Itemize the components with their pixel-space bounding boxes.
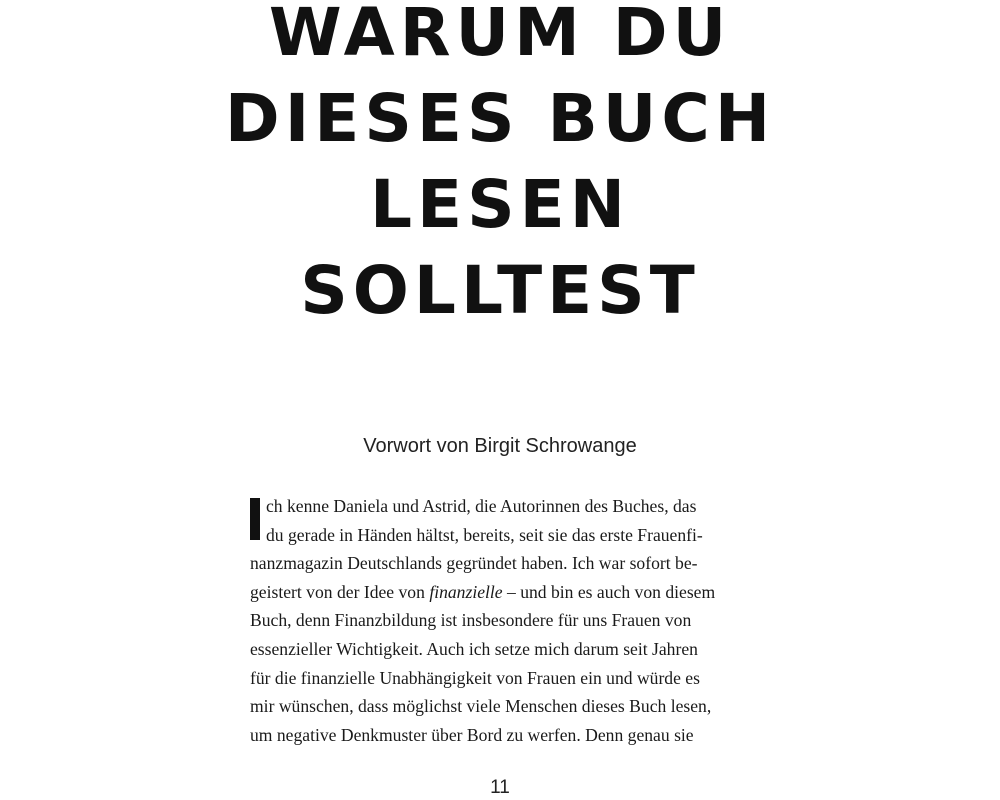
body-line-2: du gerade in Händen hältst, bereits, seit sie das erste Frauenfi- — [266, 524, 703, 545]
body-line-9: um negative Denkmuster über Bord zu werfen. Denn genau sie — [250, 724, 694, 745]
chapter-title-line-4: SOLLTEST — [300, 252, 700, 329]
page-number: 11 — [490, 777, 510, 798]
body-line-4-emphasis: finanzielle — [429, 581, 503, 602]
body-line-8: mir wünschen, dass möglichst viele Menschen dieses Buch lesen, — [250, 696, 712, 717]
chapter-title — [0, 0, 1000, 334]
chapter-title-line-3: LESEN — [370, 166, 630, 243]
body-line-7: für die finanzielle Unabhängigkeit von Frauen ein und würde es — [250, 667, 700, 688]
chapter-title-line-1: WARUM DU — [268, 0, 732, 71]
body-line-5: Buch, denn Finanzbildung ist insbesondere für uns Frauen von — [250, 610, 692, 631]
chapter-subtitle: Vorwort von Birgit Schrowange — [363, 435, 637, 457]
body-line-4-start: geistert von der Idee von — [250, 581, 425, 602]
body-paragraph — [250, 492, 760, 749]
body-line-6: essenzieller Wichtigkeit. Auch ich setze mich darum seit Jahren — [250, 638, 698, 659]
body-line-3: nanzmagazin Deutschlands gegründet haben. Ich war sofort be- — [250, 553, 698, 574]
chapter-title-line-2: DIESES BUCH — [224, 80, 776, 157]
body-line-4-end: – und bin es auch von diesem — [502, 581, 716, 602]
body-line-1: ch kenne Daniela und Astrid, die Autorinnen des Buches, das — [266, 496, 697, 516]
body-line-4 — [250, 578, 760, 607]
